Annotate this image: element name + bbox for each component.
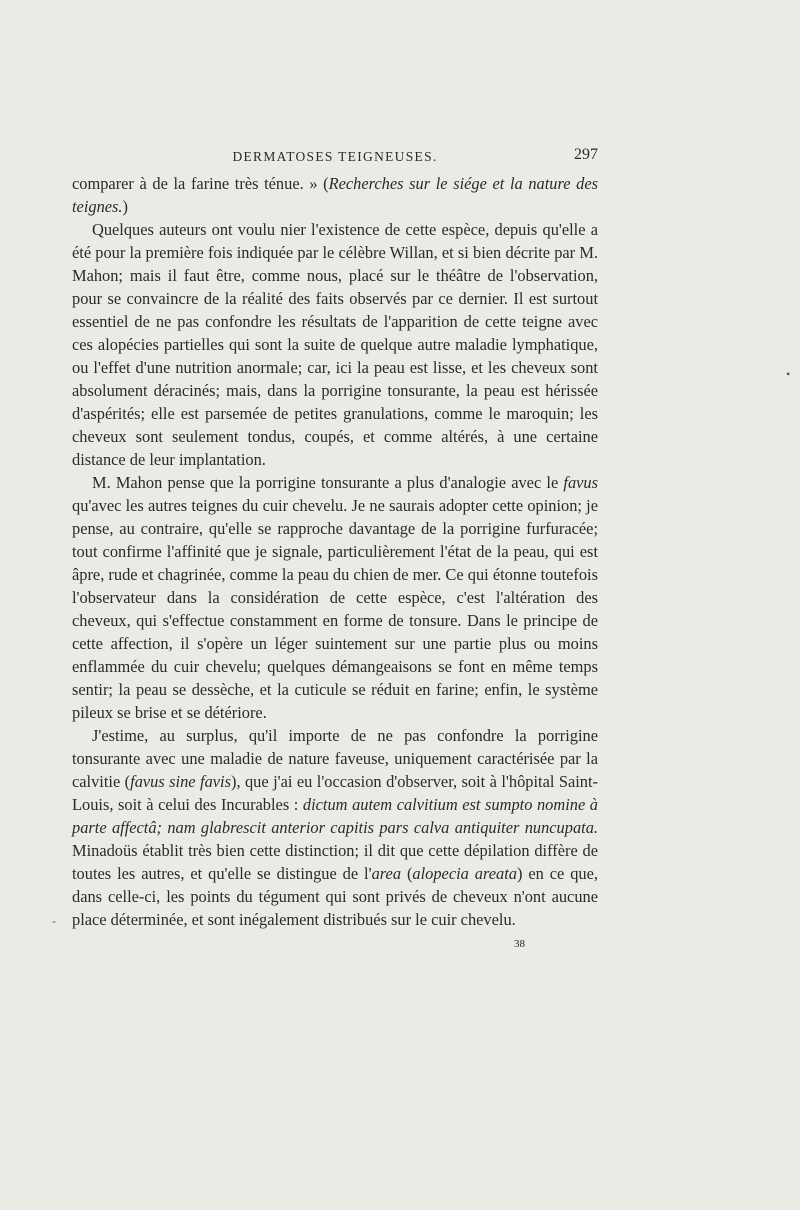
paragraph xyxy=(72,218,598,471)
text-run: ( xyxy=(401,864,413,883)
text-run: ), que j'ai eu l'occasion d'observer, soit à l'hôpital Saint-Louis, soit à celui des Incurables : xyxy=(72,772,598,814)
text-run: comparer à de la farine très ténue. » ( xyxy=(72,174,329,193)
italic-run: dictum autem calvitium est sumpto nomine à parte affectâ; nam glabrescit anterior capitis pars calva antiquiter nuncupata. xyxy=(72,795,598,837)
text-run: Minadoüs établit très bien cette distinction; il dit que cette dépilation diffère de toutes les autres, et qu'elle se distingue de l' xyxy=(72,841,598,883)
italic-run: alopecia areata xyxy=(412,864,517,883)
text-run: M. Mahon pense que la porrigine tonsurante a plus d'analogie avec le xyxy=(92,473,564,492)
text-run: qu'avec les autres teignes du cuir chevelu. Je ne saurais adopter cette opinion; je pense, au contraire, qu'elle se rapproche davantage de la porrigine furfuracée; tout confirme l'affinité que je signale, particulièrement l'état de la peau, qui est âpre, rude et chagrinée, comme la peau du chien de mer. Ce qui étonne toutefois l'observateur dans la considération de cette espèce, c'est l'altération des cheveux, qui s'effectue constamment en forme de tonsure. Dans le principe de cette affection, il s'opère un léger suintement sur une partie plus ou moins enflammée du cuir chevelu; quelques démangeaisons se font en même temps sentir; la peau se dessèche, et la cuticule se réduit en farine; enfin, le système pileux se brise et se détériore. xyxy=(72,496,598,722)
italic-run: area xyxy=(371,864,402,883)
margin-mark: • xyxy=(786,367,791,381)
running-title: DERMATOSES TEIGNEUSES. xyxy=(232,149,438,164)
italic-run: favus sine favis xyxy=(130,772,231,791)
page-number: 297 xyxy=(574,146,598,163)
signature-mark: 38 xyxy=(514,938,525,950)
italic-run: Recherches sur le siége et la nature des teignes. xyxy=(72,174,598,216)
body-text xyxy=(72,172,598,931)
text-run: ) en ce que, dans celle-ci, les points du tégument qui sont privés de cheveux n'ont aucune place déterminée, et sont inégalement distribués sur le cuir chevelu. xyxy=(72,864,598,929)
text-run: J'estime, au surplus, qu'il importe de ne pas confondre la porrigine tonsurante avec une maladie de nature faveuse, uniquement caractérisée par la calvitie ( xyxy=(72,726,598,791)
paragraph xyxy=(72,724,598,931)
running-head xyxy=(72,146,598,170)
paragraph xyxy=(72,471,598,724)
text-run: ) xyxy=(122,197,128,216)
text-run: Quelques auteurs ont voulu nier l'existence de cette espèce, depuis qu'elle a été pour la première fois indiquée par le célèbre Willan, et si bien décrite par M. Mahon; mais il faut être, comme nous, placé sur le théâtre de l'observation, pour se convaincre de la réalité des faits observés par ce dernier. Il est surtout essentiel de ne pas confondre les résultats de l'apparition de cette teigne avec ces alopécies partielles qui sont la suite de quelque autre maladie lymphatique, ou l'effet d'une nutrition anormale; car, ici la peau est lisse, et les cheveux sont absolument déracinés; mais, dans la porrigine tonsurante, la peau est hérissée d'aspérités; elle est parsemée de petites granulations, comme le maroquin; les cheveux sont seulement tondus, coupés, et comme altérés, à une certaine distance de leur implantation. xyxy=(72,220,598,469)
margin-mark: - xyxy=(52,914,56,928)
paragraph xyxy=(72,172,598,218)
italic-run: favus xyxy=(563,473,598,492)
